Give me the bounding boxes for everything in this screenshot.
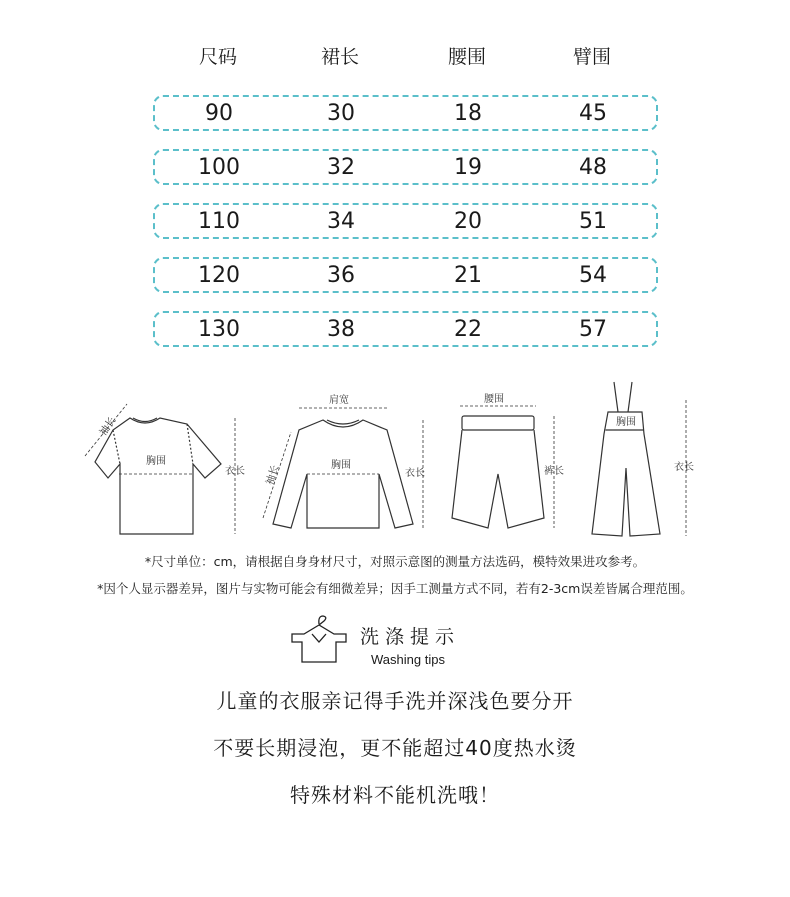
cell-skirt-length: 38 bbox=[327, 317, 355, 342]
washing-tips-subtitle: Washing tips bbox=[371, 652, 445, 667]
cell-skirt-length: 32 bbox=[327, 155, 355, 180]
hanger-shirt-icon bbox=[290, 610, 348, 668]
overalls-outline bbox=[592, 412, 660, 536]
tshirt-sleeve-label: 袖长 bbox=[97, 415, 119, 439]
cell-size: 90 bbox=[205, 101, 233, 126]
size-row bbox=[153, 149, 658, 185]
washing-line-2: 不要长期浸泡，更不能超过40度热水烫 bbox=[213, 736, 577, 760]
note-display-difference: *因个人显示器差异，图片与实物可能会有细微差异；因手工测量方式不同，若有2-3cm误差皆属合理范围。 bbox=[97, 581, 693, 596]
cell-waist: 19 bbox=[454, 155, 482, 180]
tshirt-length-label: 衣长 bbox=[225, 466, 245, 477]
note-size-unit: *尺寸单位：cm，请根据自身身材尺寸，对照示意图的测量方法选码，模特效果进攻参考。 bbox=[144, 554, 646, 569]
cell-waist: 18 bbox=[454, 101, 482, 126]
sweater-sleeve-label: 袖长 bbox=[264, 463, 282, 487]
cell-waist: 22 bbox=[454, 317, 482, 342]
cell-waist: 21 bbox=[454, 263, 482, 288]
shorts-length-label: 裤长 bbox=[544, 466, 564, 477]
header-waist: 腰围 bbox=[447, 46, 486, 68]
sweater-length-label: 衣长 bbox=[405, 468, 425, 479]
header-skirt-length: 裙长 bbox=[320, 46, 359, 68]
cell-arm: 48 bbox=[579, 155, 607, 180]
sweater-shoulder-label: 肩宽 bbox=[329, 395, 349, 406]
shorts-diagram bbox=[450, 378, 575, 543]
cell-size: 110 bbox=[198, 209, 240, 234]
header-size: 尺码 bbox=[198, 46, 237, 68]
overalls-chest-label: 胸围 bbox=[616, 417, 636, 428]
cell-size: 130 bbox=[198, 317, 240, 342]
size-row bbox=[153, 311, 658, 347]
cell-skirt-length: 30 bbox=[327, 101, 355, 126]
shorts-waistband bbox=[462, 416, 534, 430]
shorts-outline bbox=[452, 430, 544, 528]
sweater-diagram bbox=[255, 378, 435, 543]
cell-arm: 45 bbox=[579, 101, 607, 126]
cell-skirt-length: 34 bbox=[327, 209, 355, 234]
overalls-diagram bbox=[582, 378, 702, 543]
tshirt-chest-label: 胸围 bbox=[146, 456, 166, 467]
washing-tips-title: 洗涤提示 bbox=[360, 626, 461, 648]
tshirt-diagram bbox=[75, 378, 250, 543]
overalls-length-label: 衣长 bbox=[674, 462, 694, 473]
header-arm: 臂围 bbox=[572, 46, 611, 68]
cell-arm: 54 bbox=[579, 263, 607, 288]
cell-skirt-length: 36 bbox=[327, 263, 355, 288]
size-row bbox=[153, 95, 658, 131]
cell-size: 120 bbox=[198, 263, 240, 288]
cell-size: 100 bbox=[198, 155, 240, 180]
overalls-straps bbox=[614, 382, 632, 412]
size-row bbox=[153, 203, 658, 239]
sweater-chest-label: 胸围 bbox=[331, 460, 351, 471]
shorts-waist-label: 腰围 bbox=[484, 394, 504, 405]
washing-line-3: 特殊材料不能机洗哦！ bbox=[290, 783, 500, 807]
washing-line-1: 儿童的衣服亲记得手洗并深浅色要分开 bbox=[216, 689, 574, 713]
cell-arm: 57 bbox=[579, 317, 607, 342]
cell-arm: 51 bbox=[579, 209, 607, 234]
size-row bbox=[153, 257, 658, 293]
cell-waist: 20 bbox=[454, 209, 482, 234]
